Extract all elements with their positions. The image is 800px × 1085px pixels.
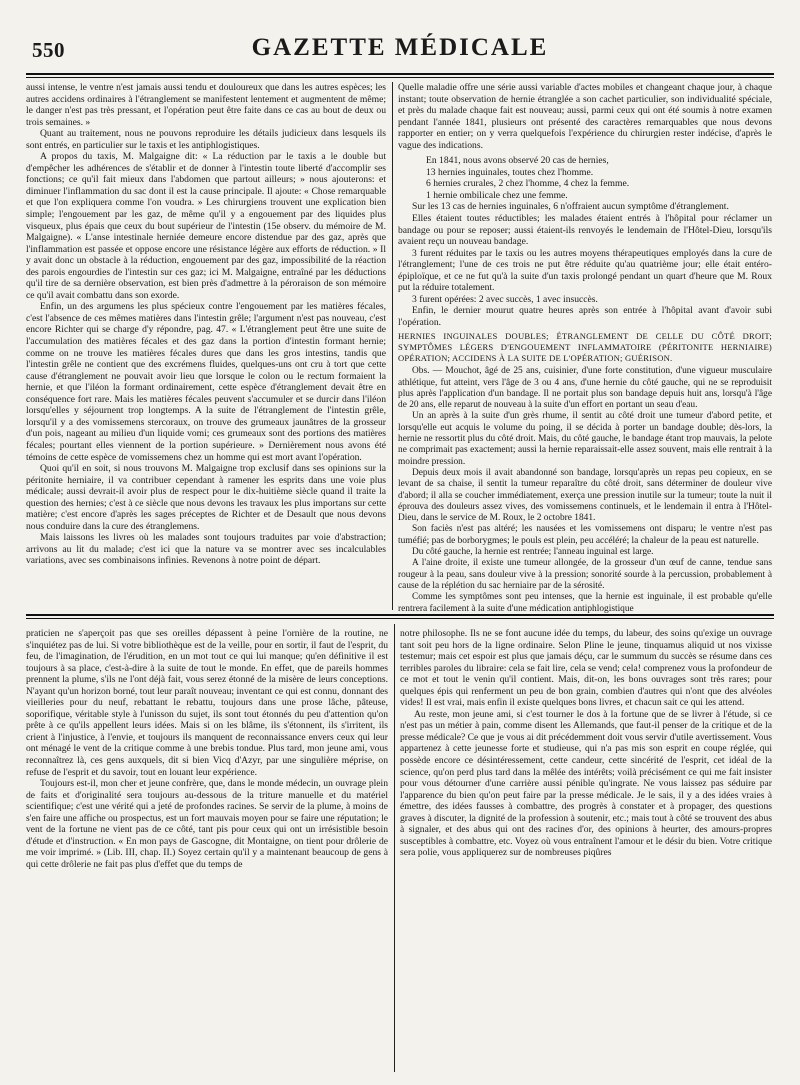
header-rule-thin bbox=[26, 77, 774, 78]
paragraph: Toujours est-il, mon cher et jeune confrère, que, dans le monde médecin, un ouvrage plein de faits et d'originalité sera toujours au-dessous de la triture manuelle et du matériel scientifique; c'est une vérité qui a jeté de profondes racines. Se servir de la plume, à moins de s'en faire une affiche ou prospectus, est un fort mauvais moyen pour se faire une réputation; le vent de la fortune ne vient pas de ce côté, tant pis pour ceux qui ont un irrésistible besoin d'étude et d'instruction. « En mon pays de Gascogne, dit Montaigne, on tient pour drôlerie de me voir imprimé. » (Lib. III, chap. II.) Soyez certain qu'il y a maintenant beaucoup de gens à qui cette drôlerie ne fait pas plus d'effet que du temps de bbox=[26, 778, 388, 870]
stat-line: En 1841, nous avons observé 20 cas de hernies, bbox=[426, 155, 609, 167]
column-bottom-left bbox=[26, 628, 388, 1068]
paragraph: Au reste, mon jeune ami, si c'est tourner le dos à la fortune que de se livrer à l'étude, si ce n'est pas un métier à pain, comme disent les Allemands, que faut-il penser de la critique et de la presse médicale? Ce que je vous ai dit précédemment doit vous servir d'utile avertissement. Vous appartenez à cette jeunesse forte et studieuse, qui n'a pas mis son esprit en coupe réglée, qui possède encore ce désintéressement, cette candeur, cette sincérité de l'esprit, cet idéal de la science, qu'on perd plus tard dans la mêlée des intérêts; voilà précisément ce qui me fait insister pour vous détourner d'une carrière aussi pénible qu'ingrate. Ne vous laissez pas séduire par l'apparence du bien qu'on peut faire par la presse médicale. Je le sais, il y a des idées vraies à émettre, des idées fausses à combattre, des progrès à constater et à propager, des questions graves à discuter, la dignité de la profession à soutenir, etc.; mais tout à côté se trouvent des abus à signaler, et des abus qui ont des racines d'or, des opinions à heurter, des amours-propres susceptibles à combattre, etc. Voyez où vous entraînent l'amour et le désir du bien. Votre critique sera polie, vous appliquerez sur de nombreuses piqûres bbox=[400, 708, 772, 859]
paragraph: Obs. — Mouchot, âgé de 25 ans, cuisinier, d'une forte constitution, d'une vigueur musculaire athlétique, fut atteint, vers l'âge de 3 ou 4 ans, d'une hernie du côté gauche, qui ne se reproduisit plus après l'application d'un bandage. Il ne portait plus son bandage depuis huit ans, lorsqu'à l'âge de 20 ans, elle reparut de nouveau à la suite d'un effort en portant un seau d'eau. bbox=[398, 366, 772, 411]
paragraph: Depuis deux mois il avait abandonné son bandage, lorsqu'après un repas peu copieux, en se levant de sa chaise, il sentit la tumeur reparaître du côté droit, sans déterminer de douleur vive d'abord; il alla se coucher immédiatement, exerça une pression inutile sur la tumeur; toute la nuit il éprouva des douleurs assez vives, des vomissemens continuels, et le lendemain il entra à l'Hôtel-Dieu, dans le service de M. Roux, le 2 octobre 1841. bbox=[398, 467, 772, 524]
stat-line: 6 hernies crurales, 2 chez l'homme, 4 chez la femme. bbox=[426, 178, 630, 190]
paragraph: Un an après à la suite d'un grès rhume, il sentit au côté droit une tumeur d'abord petite, et lorsqu'elle eut acquis le volume du poing, il se décida à porter un bandage double; dès-lors, la hernie ne ressortit plus du côté droit. Mais, du côté gauche, le bandage étant trop mauvais, la pelote ne comprimait pas exactement; aussi la hernie reparaissait-elle assez souvent, mais elle rentrait à la moindre pression. bbox=[398, 411, 772, 467]
column-divider-bottom bbox=[394, 624, 395, 1072]
paragraph: A l'aine droite, il existe une tumeur allongée, de la grosseur d'un œuf de canne, tendue sans rougeur à la peau, sans douleur vive à la pression; sonorité sourde à la percussion, probablement à cause de la réplétion du sac herniaire par de la sérosité. bbox=[398, 558, 772, 591]
column-bottom-right bbox=[400, 628, 772, 1068]
paragraph: Du côté gauche, la hernie est rentrée; l'anneau inguinal est large. bbox=[412, 547, 654, 558]
paragraph: Enfin, le dernier mourut quatre heures après son entrée à l'hôpital avant d'avoir subi l'opération. bbox=[398, 305, 772, 328]
paragraph: A propos du taxis, M. Malgaigne dit: « La réduction par le taxis a le double but d'empêcher les adhérences de s'établir et de donner à l'intestin toute liberté d'accomplir ses fonctions; ce qu'il fait mieux dans l'abdomen que partout ailleurs; » nous ajouterons: et diminuer l'inflammation du sac dont il est la cause principale. Il ajoute: « Chose remarquable et que l'on expliquera comme l'on voudra. » Les chirurgiens trouvent une explication bien simple; l'engouement par les gaz, de même qu'il y a engouement par des liquides plus visqueux, plus épais que ceux du bout supérieur de l'intestin (15e observ. du mémoire de M. Malgaigne). « L'anse intestinale herniée demeure encore distendue par des gaz, après que l'inflammation est passée et oppose encore une résistance légère aux efforts de réduction. » Il y avait donc un obstacle à la réduction, engouement par des gaz, impossibilité de la réaction des parois engourdies de l'intestin sur ces gaz; ici M. Malgaigne, entraîné par les déductions qu'il tire de sa dernière observation, est bien près d'admettre à la péroraison de son mémoire ce qu'il avait combattu dans son exorde. bbox=[26, 151, 386, 301]
paragraph: aussi intense, le ventre n'est jamais aussi tendu et douloureux que dans les autres espèces; les autres accidens ordinaires à l'étranglement se manifestent lentement et augmentent de même; le danger n'est pas très pressant, et l'opération peut être faite dans ce cas au bout de deux ou trois semaines. » bbox=[26, 82, 386, 128]
paragraph: Quoi qu'il en soit, si nous trouvons M. Malgaigne trop exclusif dans ses opinions sur la péritonite herniaire, il va contribuer cependant à ramener les esprits dans une voie plus médicale; aussi devrait-il avoir plus de respect pour le dix-huitième siècle quand il traite la question des hernies; c'est à ce siècle que nous devons les travaux les plus importans sur cette matière; c'est encore d'après les sages préceptes de Richter et de Desault que nous devons nous conduire dans la cure des étranglemens. bbox=[26, 463, 386, 532]
stat-line: 1 hernie ombilicale chez une femme. bbox=[426, 189, 568, 201]
header-rule bbox=[26, 73, 774, 75]
paragraph: Mais laissons les livres où les malades sont toujours traduites par voie d'abstraction; arrivons au lit du malade; c'est ici que la nature va se montrer avec ses incalculables variations, avec ses combinaisons infinies. Revenons à notre point de départ. bbox=[26, 532, 386, 567]
section-rule-thin bbox=[26, 618, 774, 619]
paragraph: Comme les symptômes sont peu intenses, que la hernie est inguinale, il est probable qu'elle rentrera facilement à la suite d'une médication antiphlogistique bbox=[398, 592, 772, 614]
column-top-left bbox=[26, 82, 386, 607]
stat-line: 13 hernies inguinales, toutes chez l'homme. bbox=[426, 166, 594, 178]
paragraph: Elles étaient toutes réductibles; les malades étaient entrés à l'hôpital pour réclamer un bandage ou pour se reposer; aussi étaient-ils renvoyés le lendemain de l'Hôtel-Dieu, lorsqu'ils avaient reçu un nouveau bandage. bbox=[398, 213, 772, 248]
paragraph: Quant au traitement, nous ne pouvons reproduire les détails judicieux dans lesquels ils sont entrés, en particulier sur le taxis et les antiphlogistiques. bbox=[26, 128, 386, 151]
paragraph: notre philosophe. Ils ne se font aucune idée du temps, du labeur, des soins qu'exige un ouvrage tant soit peu hors de la ligne ordinaire. Selon Pline le jeune, tinquamus aliquid ut nos vixisse testemur; mais cet espoir est plus que jamais déçu, car le summum du succès se résume dans ces terribles paroles du libraire: cela se fait lire, cela se vend; cela! comprenez vous la profondeur de ce mot et tout le venin qu'il contient. Mais, dit-on, les bons ouvrages sont très rares; pour quelques épis qui renferment un peu de bon grain, combien d'autres qui n'ont que des alvéoles vides! Il est vrai, mais enfin il existe quelques bons livres, et chacun sait ce qui les attend. bbox=[400, 628, 772, 709]
page-number: 550 bbox=[32, 38, 65, 62]
observation-title: HERNIES INGUINALES DOUBLES; ÉTRANGLEMENT DE CELLE DU CÔTÉ DROIT; SYMPTÔMES LÉGERS D'ENGOUEMENT INFLAMMATOIRE (PÉRITONITE HERNIAIRE) OPÉRATION; ACCIDENS À LA SUITE DE L'OPÉRATION; GUÉRISON. bbox=[398, 331, 772, 363]
paragraph: 3 furent réduites par le taxis ou les autres moyens thérapeutiques employés dans la cure de l'étranglement; l'une de ces trois ne put être réduite qu'au quatrième jour; elle était entéro-épiploïque, et ce ne fut qu'à la suite d'un taxis prolongé pendant un quart d'heure que M. Roux put la réduire totalement. bbox=[398, 247, 772, 294]
paragraph: Son faciès n'est pas altéré; les nausées et les vomissemens ont disparu; le ventre n'est pas tuméfié; pas de borborygmes; le pouls est plein, peu accéléré; la chaleur de la peau est naturelle. bbox=[398, 524, 772, 546]
paragraph: Enfin, un des argumens les plus spécieux contre l'engouement par les matières fécales, c'est l'absence de ces mêmes matières dans l'intestin grêle; l'argument n'est pas nouveau, c'est encore Richter qui se charge d'y répondre, pag. 47. « L'étranglement peut être une suite de l'accumulation des matières fécales et des gaz dans la portion d'intestin formant hernie; comme on ne trouve les matières fécales dures que dans les gros intestins, tandis que l'intestin grêle ne contient que des excrémens fluides, quelques-uns ont cru à tort que cette cause d'étranglement ne pouvait avoir lieu que lorsque le colon ou le rectum formaient la hernie, et que l'iléon la formant ordinairement, cette espèce d'étranglement devait être en conséquence fort rare. Mais les matières fécales peuvent s'accumuler et se durcir dans l'iléon lorsqu'elles y séjournent trop longtemps. A la suite de l'étranglement de l'intestin grêle, lorsqu'il y a des vomissemens stercoraux, on trouve des grumeaux jaunâtres de la grosseur d'un pois, nageant au milieu d'un liquide vomi; ces grumeaux sont des portions des matières fécales; pourtant elles viennent de la portion supérieure. » Dernièrement nous avons été témoins de cette espèce de vomissemens chez un homme qui est mort avant l'opération. bbox=[26, 301, 386, 463]
paragraph: 3 furent opérées: 2 avec succès, 1 avec insuccès. bbox=[412, 293, 598, 305]
journal-title: GAZETTE MÉDICALE bbox=[251, 34, 549, 61]
section-rule bbox=[26, 614, 774, 616]
paragraph: praticien ne s'aperçoit pas que ses oreilles dépassent à peine l'ornière de la routine, ne s'inquiétez pas de lui. Si votre bibliothèque est de la veille, pour en sortir, il faut de l'esprit, du feu, de l'imagination, de l'érudition, en un mot tout ce qui lui manque; qu'en définitive il est toujours à sa place, c'est-à-dire à la suite de tout le monde. En effet, que de pareils hommes prennent la plume, s'ils ne l'ont déjà fait, vous serez étonné de la misère de leurs conceptions. N'ayant qu'un horizon borné, tout leur paraît nouveau; inventant ce qui est connu, donnant des vieilleries pour du neuf, rebattant le rebattu, toujours dans une prose lâche, pâteuse, soporifique, véritable style à l'unisson du sujet, ils sont tout étonnés du peu d'attention qu'on prête à ce qu'ils appellent leurs idées. Mais si on les blâme, ils s'étonnent, ils s'irritent, ils crient à l'injustice, à l'envie, et toujours ils manquent de reconnaissance envers ceux qui leur ont ménagé le vent de la critique comme à une brebis tondue. Plus tard, mon jeune ami, vous reconnaîtrez là, ces gens auxquels, dit si bien Vicq d'Azyr, par une singulière méprise, on refuse de l'esprit et du savoir, tout en louant leur expérience. bbox=[26, 628, 388, 778]
column-divider-top bbox=[392, 82, 393, 610]
column-top-right bbox=[398, 82, 772, 614]
page-header bbox=[26, 30, 774, 68]
paragraph: Quelle maladie offre une série aussi variable d'actes mobiles et changeant chaque jour, à chaque instant; toute observation de hernie étranglée a son cachet particulier, son individualité spéciale, et près du malade chaque fait est nouveau; aussi, parmi ceux qui ont été soumis à notre examen pendant l'année 1841, plusieurs ont présenté des caractères remarquables que nous devons rapporter en entier; on y verra quelquefois l'expérience du chirurgien rester indécise, d'après le vague des indications. bbox=[398, 82, 772, 151]
paragraph: Sur les 13 cas de hernies inguinales, 6 n'offraient aucun symptôme d'étranglement. bbox=[412, 201, 729, 213]
